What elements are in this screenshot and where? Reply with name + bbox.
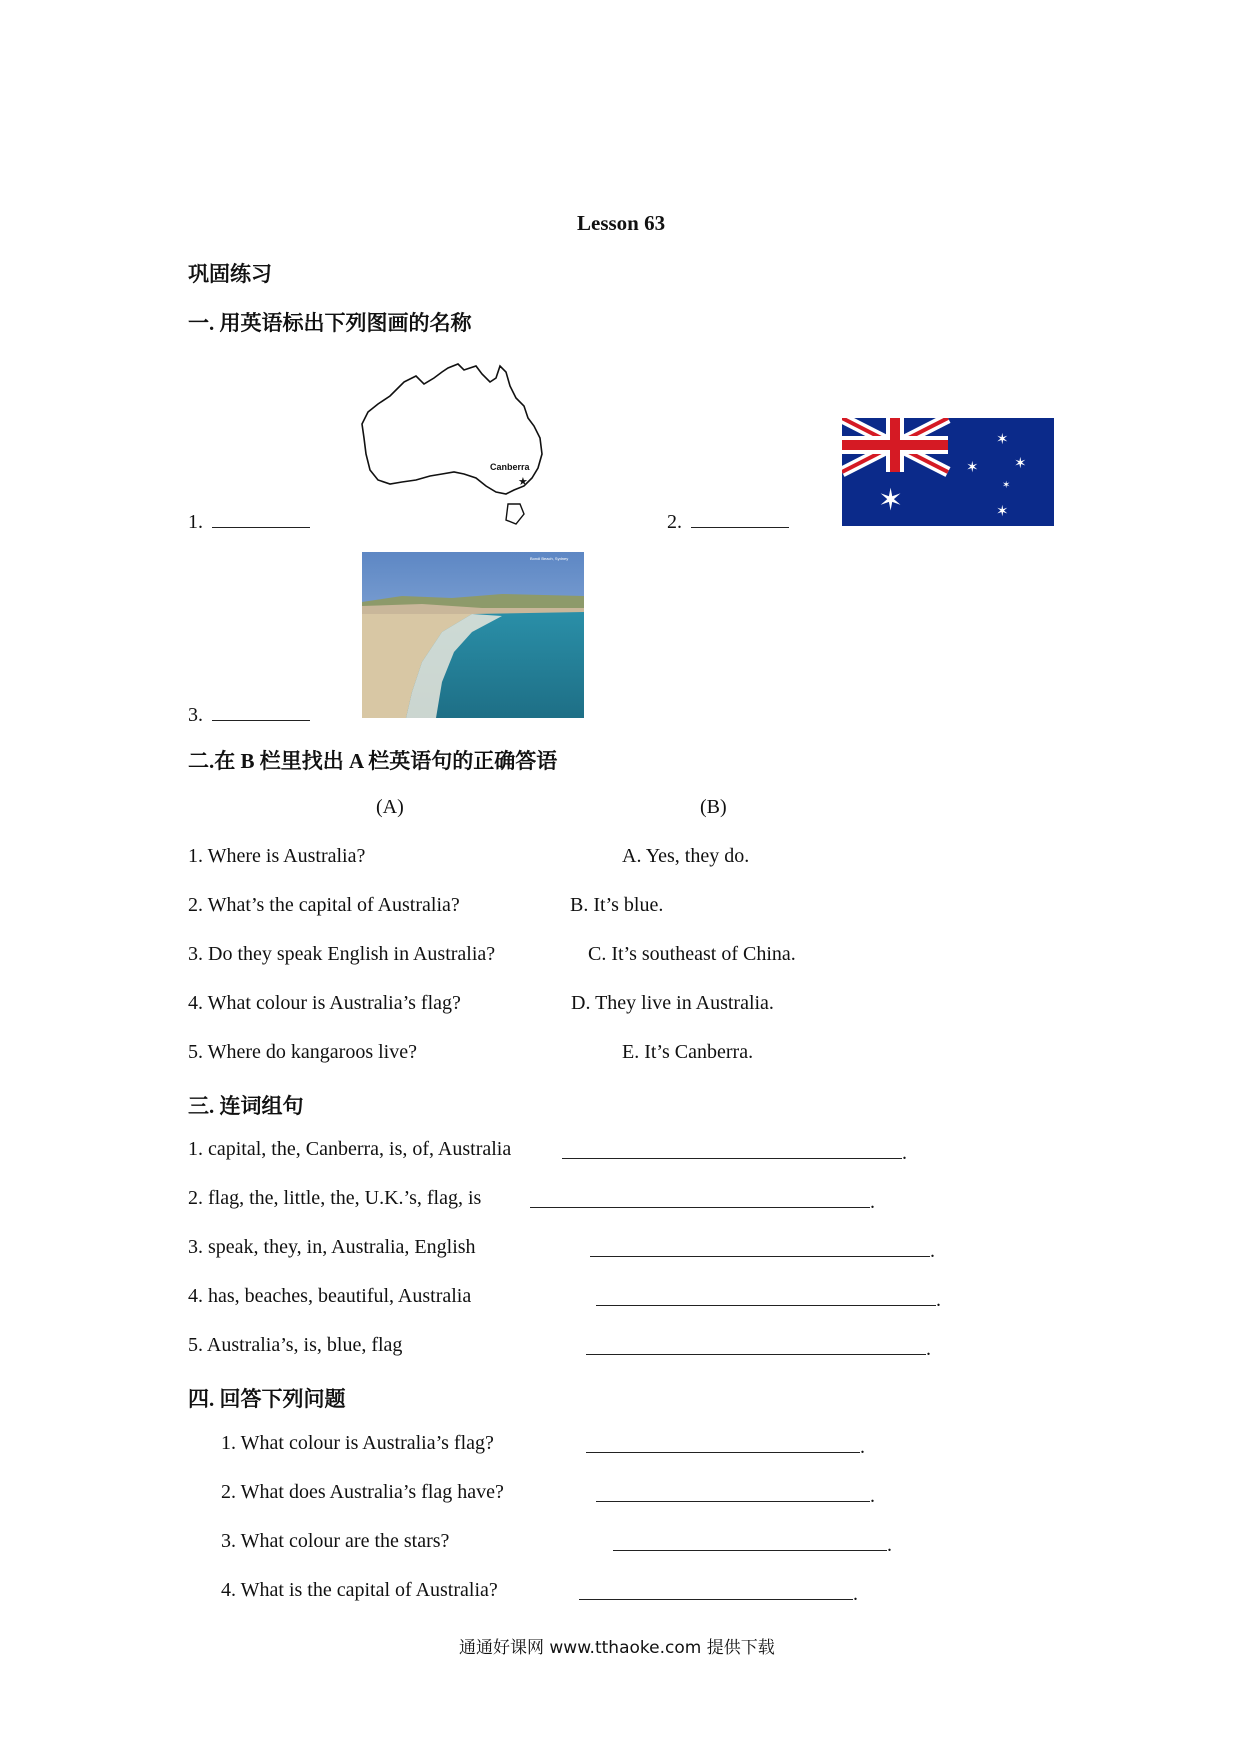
word-order-item-3: 3. speak, they, in, Australia, English: [188, 1236, 476, 1258]
word-order-answer-1: [562, 1138, 907, 1165]
page-title: Lesson 63: [577, 211, 666, 235]
answer-blank[interactable]: [212, 700, 310, 721]
answer-blank[interactable]: [562, 1138, 902, 1159]
australia-outline: [362, 364, 542, 494]
word-order-answer-3: [590, 1236, 935, 1263]
period: .: [870, 1485, 875, 1507]
part4-heading: 四. 回答下列问题: [188, 1387, 346, 1411]
star-icon: ✶: [996, 504, 1009, 520]
answer-b-a: A. Yes, they do.: [622, 845, 750, 867]
star-icon: ✶: [996, 432, 1009, 448]
star-icon: ✶: [1002, 480, 1011, 491]
star-icon: ✶: [966, 460, 979, 476]
word-order-item-4: 4. has, beaches, beautiful, Australia: [188, 1285, 472, 1307]
answer-b-c: C. It’s southeast of China.: [588, 943, 796, 965]
period: .: [902, 1142, 907, 1164]
canberra-label: Canberra: [490, 462, 530, 472]
answer-blank[interactable]: [590, 1236, 930, 1257]
word-order-item-1: 1. capital, the, Canberra, is, of, Australia: [188, 1138, 512, 1160]
commonwealth-star-icon: ✶: [878, 484, 904, 517]
word-order-answer-2: [530, 1187, 875, 1214]
australia-map-image: [350, 358, 560, 530]
answer-b-d: D. They live in Australia.: [571, 992, 774, 1014]
answer-line-3: [613, 1530, 892, 1557]
answer-blank[interactable]: [596, 1481, 870, 1502]
answer-b-e: E. It’s Canberra.: [622, 1041, 754, 1063]
answer-question-4: 4. What is the capital of Australia?: [221, 1579, 498, 1601]
column-a-header: (A): [376, 796, 404, 818]
item-number: 1.: [188, 511, 203, 533]
answer-question-2: 2. What does Australia’s flag have?: [221, 1481, 504, 1503]
word-order-item-5: 5. Australia’s, is, blue, flag: [188, 1334, 403, 1356]
period: .: [870, 1191, 875, 1213]
question-a4: 4. What colour is Australia’s flag?: [188, 992, 461, 1014]
answer-blank[interactable]: [586, 1334, 926, 1355]
period: .: [926, 1338, 931, 1360]
australian-flag-image: [842, 418, 1054, 526]
answer-blank[interactable]: [596, 1285, 936, 1306]
part1-heading: 一. 用英语标出下列图画的名称: [188, 311, 472, 335]
part1-item-1: [188, 507, 310, 534]
word-order-answer-4: [596, 1285, 941, 1312]
period: .: [860, 1436, 865, 1458]
question-a5: 5. Where do kangaroos live?: [188, 1041, 417, 1063]
question-a2: 2. What’s the capital of Australia?: [188, 894, 460, 916]
item-number: 2.: [667, 511, 682, 533]
page-footer: 通通好课网 www.tthaoke.com 提供下载: [459, 1638, 775, 1658]
answer-blank[interactable]: [579, 1579, 853, 1600]
period: .: [853, 1583, 858, 1605]
item-number: 3.: [188, 704, 203, 726]
answer-b-b: B. It’s blue.: [570, 894, 664, 916]
word-order-answer-5: [586, 1334, 931, 1361]
question-a3: 3. Do they speak English in Australia?: [188, 943, 496, 965]
column-b-header: (B): [700, 796, 727, 818]
answer-question-3: 3. What colour are the stars?: [221, 1530, 450, 1552]
answer-line-1: [586, 1432, 865, 1459]
star-icon: ✶: [1014, 456, 1027, 472]
answer-line-2: [596, 1481, 875, 1508]
section-label: 巩固练习: [188, 262, 272, 286]
photo-caption: Bondi Beach, Sydney: [530, 556, 569, 561]
period: .: [930, 1240, 935, 1262]
answer-line-4: [579, 1579, 858, 1606]
question-a1: 1. Where is Australia?: [188, 845, 366, 867]
period: .: [936, 1289, 941, 1311]
word-order-item-2: 2. flag, the, little, the, U.K.’s, flag, is: [188, 1187, 482, 1209]
union-jack: [842, 418, 948, 472]
answer-blank[interactable]: [613, 1530, 887, 1551]
canberra-star-icon: ★: [518, 476, 528, 488]
part1-item-3: [188, 700, 310, 727]
answer-blank[interactable]: [691, 507, 789, 528]
part3-heading: 三. 连词组句: [188, 1094, 304, 1118]
tasmania-outline: [506, 504, 524, 524]
answer-blank[interactable]: [530, 1187, 870, 1208]
answer-question-1: 1. What colour is Australia’s flag?: [221, 1432, 494, 1454]
beach-photo: [362, 552, 584, 718]
part1-item-2: [667, 507, 789, 534]
part2-heading: 二.在 B 栏里找出 A 栏英语句的正确答语: [188, 749, 558, 773]
answer-blank[interactable]: [586, 1432, 860, 1453]
answer-blank[interactable]: [212, 507, 310, 528]
period: .: [887, 1534, 892, 1556]
